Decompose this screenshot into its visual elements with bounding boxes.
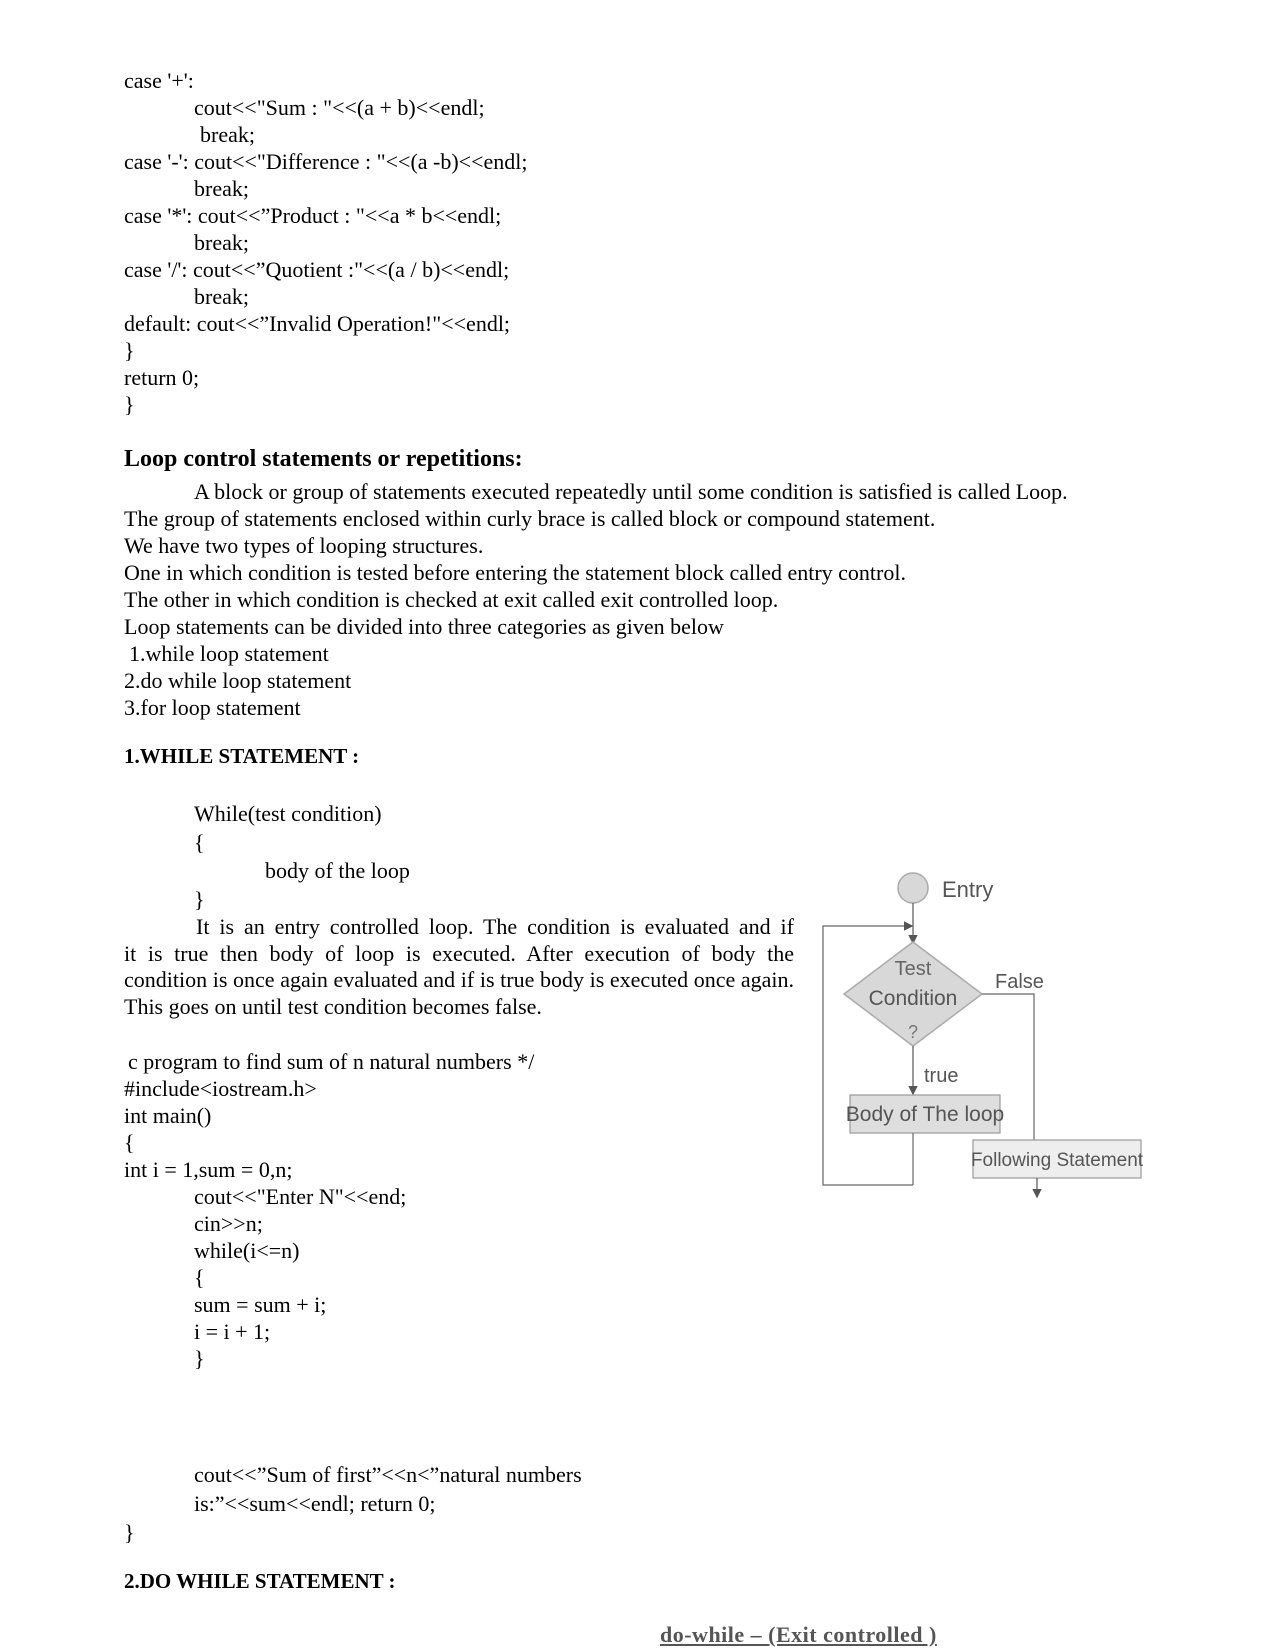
program-line: cout<<”Sum of first”<<n<”natural numbers	[194, 1462, 582, 1487]
paragraph-line: We have two types of looping structures.	[124, 533, 484, 558]
code-line: case '/': cout<<”Quotient :"<<(a / b)<<endl;	[124, 257, 510, 282]
paragraph-line: The group of statements enclosed within curly brace is called block or compound statement.	[124, 506, 936, 531]
code-line: return 0;	[124, 365, 200, 390]
while-description	[124, 914, 794, 1020]
code-line: cout<<"Sum : "<<(a + b)<<endl;	[194, 95, 485, 120]
program-line: while(i<=n)	[194, 1238, 300, 1263]
syntax-line: While(test condition)	[194, 801, 382, 826]
code-line: case '+':	[124, 68, 194, 93]
code-line: break;	[194, 176, 249, 201]
description-first-line: It is an entry controlled loop. The condition is evaluated and if	[196, 914, 794, 939]
code-line: break;	[194, 284, 249, 309]
body-label: Body of The loop	[845, 1103, 1005, 1126]
syntax-line: body of the loop	[265, 858, 410, 883]
program-line: sum = sum + i;	[194, 1292, 327, 1317]
entry-node	[898, 873, 928, 903]
false-label: False	[995, 971, 1044, 993]
paragraph-line: Loop statements can be divided into three categories as given below	[124, 614, 724, 639]
list-item: 2.do while loop statement	[124, 668, 352, 693]
following-label: Following Statement	[970, 1150, 1144, 1171]
program-line: {	[124, 1130, 135, 1155]
list-item: 1.while loop statement	[129, 641, 329, 666]
code-line: }	[124, 392, 135, 417]
paragraph-line: The other in which condition is checked at exit called exit controlled loop.	[124, 587, 779, 612]
program-line: {	[194, 1265, 205, 1290]
program-line: cout<<"Enter N"<<end;	[194, 1184, 407, 1209]
program-line: #include<iostream.h>	[124, 1076, 317, 1101]
entry-label: Entry	[942, 877, 994, 902]
code-line: case '*': cout<<”Product : "<<a * b<<endl;	[124, 203, 502, 228]
do-while-heading: 2.DO WHILE STATEMENT :	[124, 1569, 396, 1593]
program-line: i = i + 1;	[194, 1319, 271, 1344]
program-line: }	[124, 1520, 135, 1545]
paragraph-line: A block or group of statements executed repeatedly until some condition is satisfied is called Loop.	[194, 479, 1068, 504]
syntax-line: {	[194, 830, 205, 855]
program-line: is:”<<sum<<endl; return 0;	[194, 1491, 436, 1516]
test-label-line1: Test	[894, 958, 932, 980]
while-flowchart	[815, 860, 1160, 1220]
code-line: break;	[194, 230, 249, 255]
program-line: }	[194, 1346, 205, 1371]
code-line: case '-': cout<<"Difference : "<<(a -b)<<endl;	[124, 149, 528, 174]
code-line: break;	[200, 122, 255, 147]
program-line: cin>>n;	[194, 1211, 263, 1236]
program-line: int i = 1,sum = 0,n;	[124, 1157, 293, 1182]
list-item: 3.for loop statement	[124, 695, 301, 720]
while-heading: 1.WHILE STATEMENT :	[124, 744, 360, 768]
program-line: int main()	[124, 1103, 212, 1128]
paragraph-line: One in which condition is tested before entering the statement block called entry control.	[124, 560, 906, 585]
code-line: }	[124, 338, 135, 363]
program-line: c program to find sum of n natural numbers */	[128, 1049, 535, 1074]
syntax-line: }	[194, 887, 205, 912]
true-label: true	[924, 1065, 959, 1087]
test-label-line3: ?	[907, 1022, 919, 1042]
do-while-diagram-title: do-while – (Exit controlled )	[660, 1622, 937, 1647]
code-line: default: cout<<”Invalid Operation!"<<endl;	[124, 311, 511, 336]
description-rest: it is true then body of loop is executed. After execution of body the condition is once again evaluated and if is true body is executed once again. This goes on until test condition becomes false.	[124, 940, 794, 1019]
section-heading: Loop control statements or repetitions:	[124, 446, 523, 472]
test-label-line2: Condition	[868, 987, 958, 1010]
